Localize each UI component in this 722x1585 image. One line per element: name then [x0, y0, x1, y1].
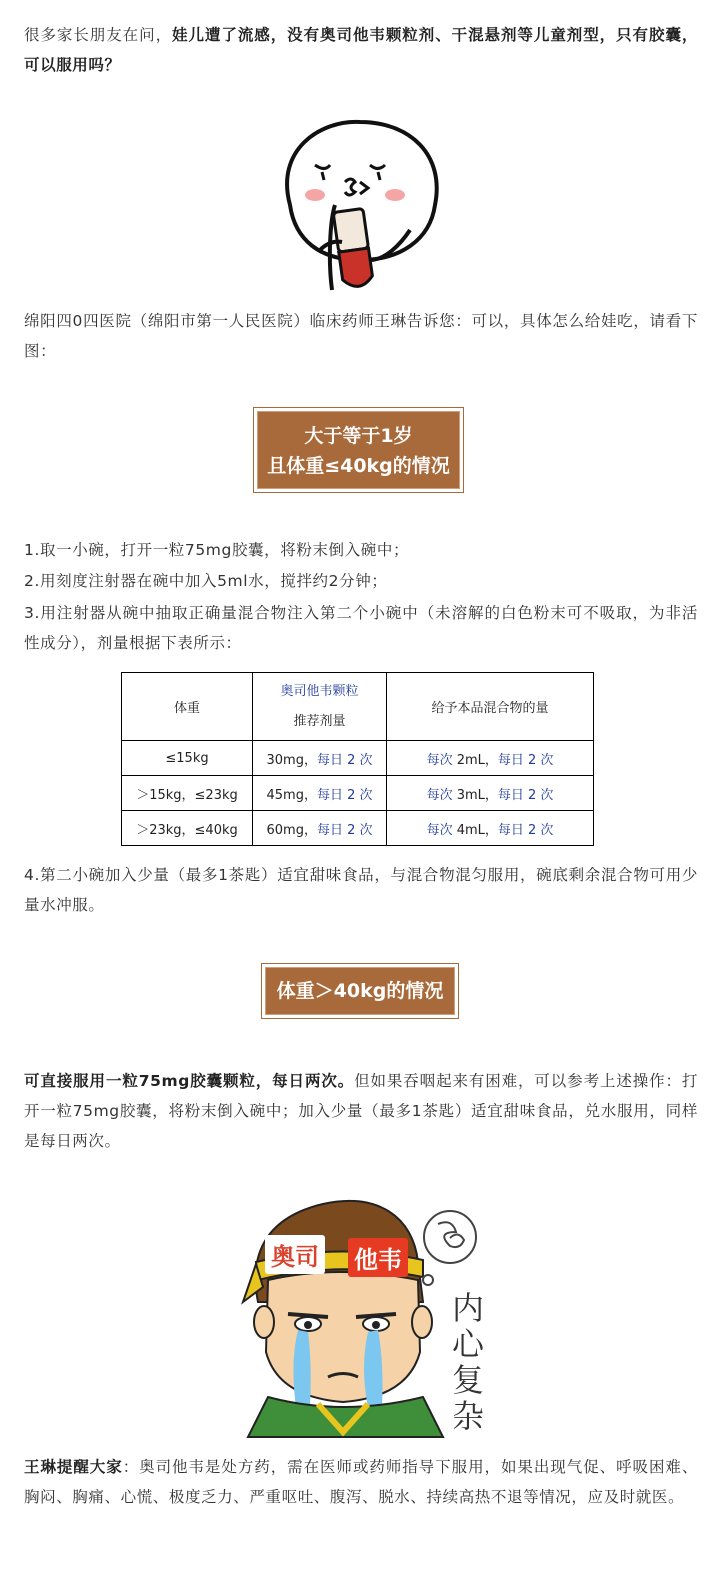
reminder-paragraph: [24, 1452, 698, 1512]
banner1-line2: 且体重≤40kg的情况: [267, 455, 450, 477]
cell-weight: ＞23kg，≤40kg: [122, 811, 253, 846]
reminder-bold-text: 王琳提醒大家: [24, 1458, 123, 1476]
cell-dose-frequency: 每日 2 次: [316, 752, 373, 768]
header-mix: 给予本品混合物的量: [387, 673, 594, 741]
header-dose-drug: 奥司他韦颗粒: [280, 683, 359, 699]
step-3: 3.用注射器从碗中抽取正确量混合物注入第二个小碗中（未溶解的白色粉末可不吸取，为非活性成分），剂量根据下表所示：: [24, 604, 698, 652]
cell-dose-amount: 60mg，: [266, 822, 317, 838]
table-row: [122, 741, 594, 776]
cell-mix-frequency: 每日 2 次: [497, 752, 554, 768]
cell-mix-label: 每次: [426, 752, 453, 768]
cell-dose-frequency: 每日 2 次: [316, 822, 373, 838]
source-paragraph: 绵阳四0四医院（绵阳市第一人民医院）临床药师王琳告诉您：可以，具体怎么给娃吃，请看下图：: [24, 312, 698, 360]
table-row: [122, 776, 594, 811]
cell-mix-amount: 2mL，: [452, 752, 498, 768]
sign-aosi: 奥司: [265, 1235, 325, 1274]
adult-paragraph: [24, 1066, 698, 1156]
cell-mix-amount: 4mL，: [452, 822, 498, 838]
sign-taweiwei: 他韦: [348, 1238, 408, 1277]
step-1: 1.取一小碗，打开一粒75mg胶囊，将粉末倒入碗中；: [24, 541, 410, 559]
cell-dose-amount: 30mg，: [266, 752, 317, 768]
cell-mix-amount: 3mL，: [452, 787, 498, 803]
cell-dose-amount: 45mg，: [266, 787, 317, 803]
banner1-line1: 大于等于1岁: [304, 425, 413, 447]
capsule-character-illustration: [260, 110, 460, 295]
cell-mix-frequency: 每日 2 次: [497, 787, 554, 803]
section-banner-under-40kg: [257, 411, 460, 489]
intro-plain-text: 很多家长朋友在问，: [24, 26, 173, 44]
adult-plain-text: 但如果吞咽起来有困难，可以参考上述操作：打开一粒75mg胶囊，将粉末倒入碗中；加入少量（最多1茶匙）适宜甜味食品，兑水服用，同样是每日两次。: [24, 1072, 698, 1150]
header-dose-rec: 推荐剂量: [293, 713, 346, 729]
section-banner-over-40kg: 体重＞40kg的情况: [265, 967, 455, 1015]
cell-mix: [387, 776, 594, 811]
step-4: 4.第二小碗加入少量（最多1茶匙）适宜甜味食品，与混合物混匀服用，碗底剩余混合物可用少量水冲服。: [24, 866, 698, 914]
cell-dose: [253, 741, 387, 776]
cell-mix-frequency: 每日 2 次: [497, 822, 554, 838]
step-2: 2.用刻度注射器在碗中加入5ml水，搅拌约2分钟；: [24, 572, 388, 590]
cell-mix-label: 每次: [426, 787, 453, 803]
cell-dose-frequency: 每日 2 次: [316, 787, 373, 803]
adult-bold-text: 可直接服用一粒75mg胶囊颗粒，每日两次。: [24, 1072, 355, 1090]
dosage-table: [121, 672, 594, 846]
cell-weight: ＞15kg，≤23kg: [122, 776, 253, 811]
cell-mix: [387, 741, 594, 776]
table-header-row: [122, 673, 594, 741]
cell-mix: [387, 811, 594, 846]
intro-bold-text: 娃儿遭了流感，没有奥司他韦颗粒剂、干混悬剂等儿童剂型，只有胶囊，可以服用吗？: [24, 26, 698, 74]
reminder-plain-text: ：奥司他韦是处方药，需在医师或药师指导下服用，如果出现气促、呼吸困难、胸闷、胸痛、心慌、极度乏力、严重呕吐、腹泻、脱水、持续高热不退等情况，应及时就医。: [24, 1458, 698, 1506]
intro-paragraph: [24, 20, 698, 80]
cell-mix-label: 每次: [426, 822, 453, 838]
cell-dose: [253, 811, 387, 846]
cell-dose: [253, 776, 387, 811]
header-dose: [253, 673, 387, 741]
cell-weight: ≤15kg: [122, 741, 253, 776]
thought-text: 内心复杂: [452, 1289, 485, 1435]
table-row: [122, 811, 594, 846]
header-weight: 体重: [122, 673, 253, 741]
